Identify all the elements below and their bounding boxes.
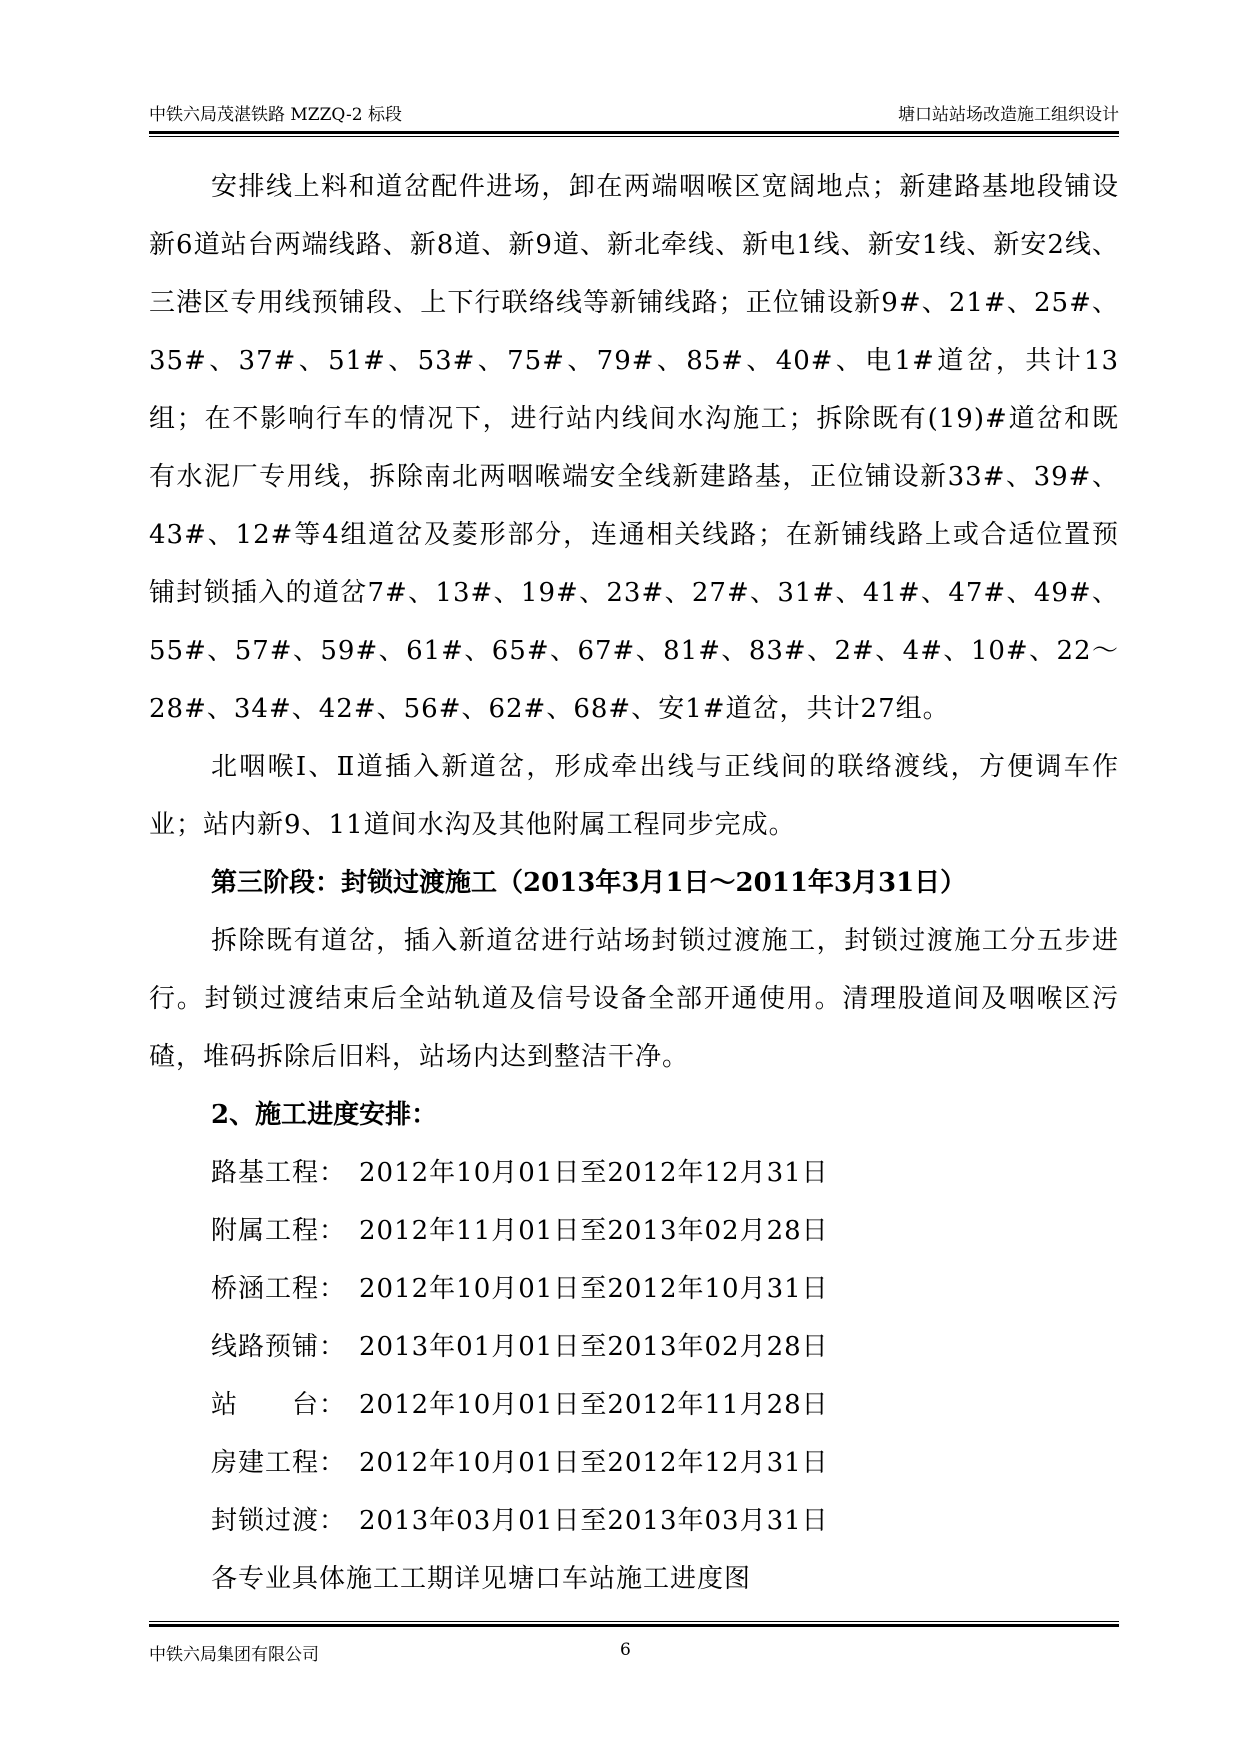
header-rule-thick <box>149 131 1119 134</box>
schedule-dates: 2012年10月01日至2012年12月31日 <box>359 1158 829 1188</box>
paragraph-stage2-details: 安排线上料和道岔配件进场，卸在两端咽喉区宽阔地点；新建路基地段铺设新6道站台两端线路、新8道、新9道、新北牵线、新电1线、新安1线、新安2线、三港区专用线预铺段、上下行联络线等新铺线路；正位铺设新9#、21#、25#、35#、37#、51#、53#、75#、79#、85#、40#、电1#道岔，共计13组；在不影响行车的情况下，进行站内线间水沟施工；拆除既有(19)#道岔和既有水泥厂专用线，拆除南北两咽喉端安全线新建路基，正位铺设新33#、39#、43#、12#等4组道岔及菱形部分，连通相关线路；在新铺线路上或合适位置预铺封锁插入的道岔7#、13#、19#、23#、27#、31#、41#、47#、49#、55#、57#、59#、61#、65#、67#、81#、83#、2#、4#、10#、22～28#、34#、42#、56#、62#、68#、安1#道岔，共计27组。 <box>149 172 1119 724</box>
schedule-dates: 2012年10月01日至2012年10月31日 <box>359 1274 829 1304</box>
header-rule-thin <box>149 136 1119 137</box>
schedule-item <box>149 1144 1119 1202</box>
paragraph-north-throat: 北咽喉Ⅰ、Ⅱ道插入新道岔，形成牵出线与正线间的联络渡线，方便调车作业；站内新9、11道间水沟及其他附属工程同步完成。 <box>149 752 1119 840</box>
stage3-heading: 第三阶段：封锁过渡施工（2013年3月1日～2011年3月31日） <box>211 868 967 898</box>
schedule-dates: 2012年11月01日至2013年02月28日 <box>359 1216 829 1246</box>
schedule-label: 房建工程： <box>211 1448 347 1478</box>
schedule-label: 桥涵工程： <box>211 1274 347 1304</box>
schedule-label: 路基工程： <box>211 1158 347 1188</box>
schedule-label: 附属工程： <box>211 1216 347 1246</box>
schedule-item <box>149 1260 1119 1318</box>
document-body <box>149 158 1119 1608</box>
schedule-dates: 2013年03月01日至2013年03月31日 <box>359 1506 829 1536</box>
footer-company-name: 中铁六局集团有限公司 <box>149 1645 319 1665</box>
schedule-item <box>149 1492 1119 1550</box>
schedule-dates: 2012年10月01日至2012年11月28日 <box>359 1390 829 1420</box>
closing-note: 各专业具体施工工期详见塘口车站施工进度图 <box>211 1564 752 1594</box>
schedule-item <box>149 1202 1119 1260</box>
schedule-dates: 2012年10月01日至2012年12月31日 <box>359 1448 829 1478</box>
page-header <box>149 96 1119 126</box>
schedule-label: 站 台： <box>211 1390 347 1420</box>
schedule-item <box>149 1318 1119 1376</box>
paragraph-stage3-details: 拆除既有道岔，插入新道岔进行站场封锁过渡施工，封锁过渡施工分五步进行。封锁过渡结束后全站轨道及信号设备全部开通使用。清理股道间及咽喉区污碴，堆码拆除后旧料，站场内达到整洁干净。 <box>149 926 1119 1072</box>
header-project-title: 中铁六局茂湛铁路 MZZQ-2 标段 <box>149 105 402 125</box>
schedule-label: 封锁过渡： <box>211 1506 347 1536</box>
schedule-dates: 2013年01月01日至2013年02月28日 <box>359 1332 829 1362</box>
footer-rule-thick <box>149 1624 1119 1627</box>
schedule-item <box>149 1434 1119 1492</box>
schedule-label: 线路预铺： <box>211 1332 347 1362</box>
section2-heading: 2、施工进度安排： <box>211 1100 438 1130</box>
schedule-item <box>149 1376 1119 1434</box>
footer-rule-thin <box>149 1621 1119 1622</box>
header-document-title: 塘口站站场改造施工组织设计 <box>898 105 1119 125</box>
page-number: 6 <box>620 1640 631 1660</box>
